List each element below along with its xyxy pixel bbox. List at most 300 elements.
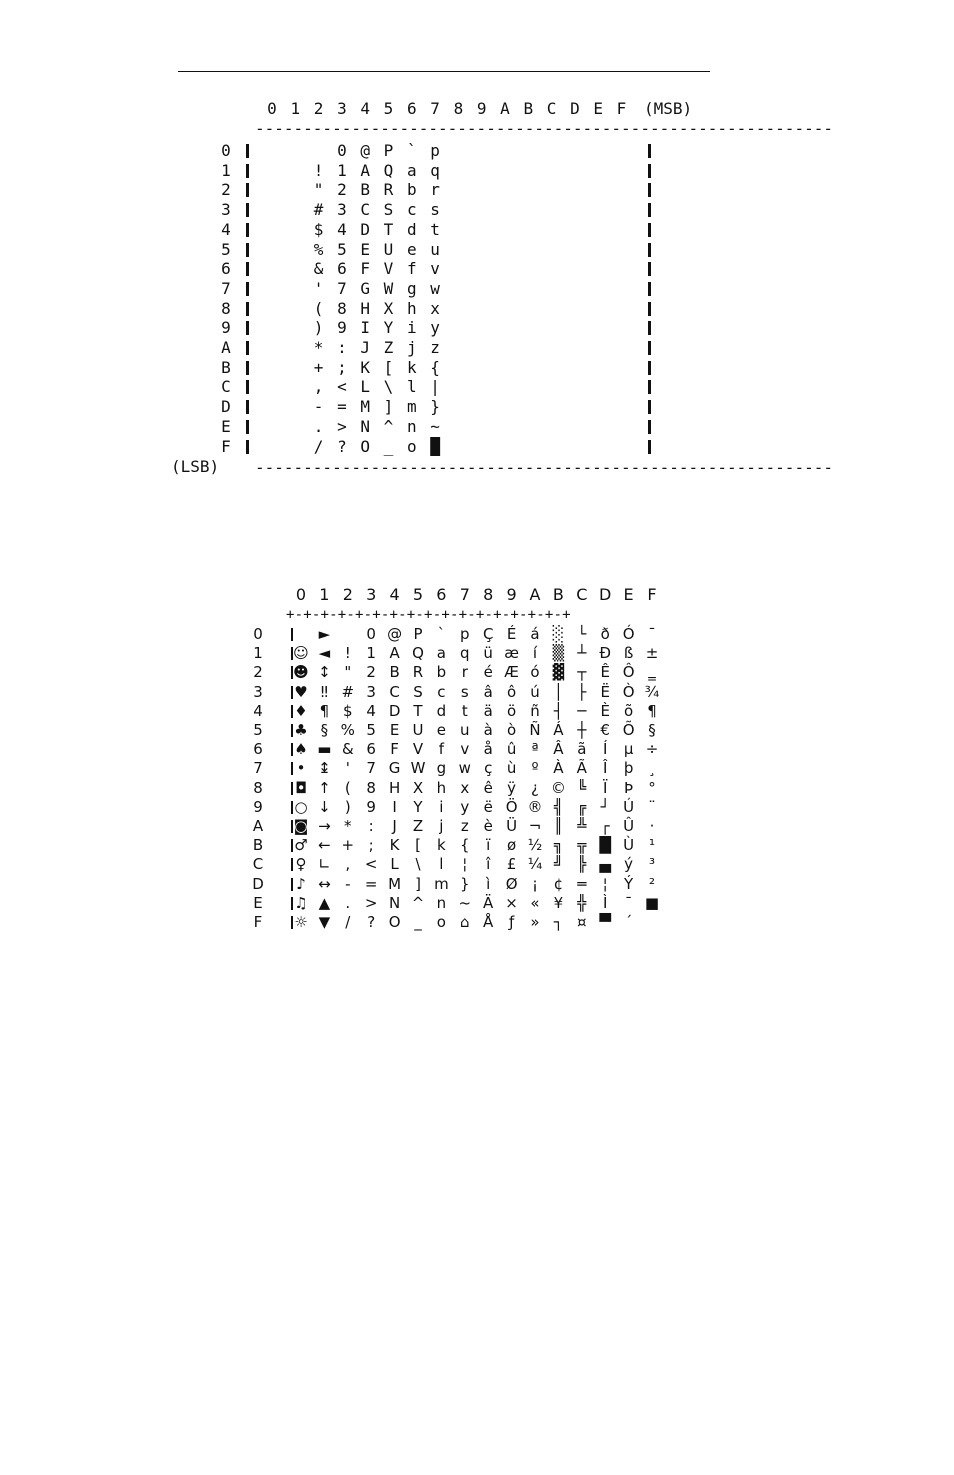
char-cell: 0 (337, 141, 347, 160)
char-cell: Ù (623, 836, 635, 855)
char-cell: G (360, 278, 370, 298)
column-header: E (623, 585, 634, 604)
char-cell: h (406, 298, 417, 318)
char-cell: t (430, 219, 440, 239)
char-cell: V (412, 740, 424, 759)
char-cell: 6 (366, 740, 376, 759)
column-header: D (570, 99, 580, 118)
char-cell: ^ (411, 893, 425, 912)
char-cell: X (412, 778, 424, 797)
char-cell: æ (504, 644, 519, 663)
char-cell: j (406, 338, 417, 357)
row-header: 4 (253, 701, 263, 720)
row-header: E (253, 893, 263, 912)
char-cell: a (436, 644, 446, 663)
row-header: D (252, 874, 264, 893)
char-cell: x (460, 778, 470, 797)
char-cell: ☼ (294, 913, 308, 931)
char-cell: → (318, 817, 331, 835)
char-cell: ░ (552, 625, 565, 643)
char-cell: Y (413, 797, 423, 816)
column-header: 4 (360, 99, 370, 118)
char-cell: < (337, 377, 347, 397)
char-cell: ¬ (528, 817, 542, 835)
char-cell: y (430, 318, 440, 338)
char-cell: c (437, 682, 446, 701)
char-cell: [ (383, 357, 394, 377)
char-cell: ├ (577, 682, 587, 701)
char-cell: ( (344, 778, 351, 797)
char-cell: : (368, 817, 374, 835)
char-cell: T (413, 701, 423, 720)
char-cell: c (406, 200, 417, 220)
char-cell: ; (368, 836, 374, 855)
char-cell: Z (383, 338, 394, 357)
column-header: 2 (313, 99, 324, 118)
char-cell: ) (313, 318, 324, 338)
row-header: 0 (221, 141, 231, 160)
char-cell: █ (599, 836, 611, 855)
char-cell: r (430, 180, 440, 200)
char-cell: ♥ (294, 682, 308, 701)
char-cell: a (406, 160, 417, 180)
char-cell: ▓ (552, 663, 565, 682)
lsb-label: (LSB) (171, 457, 220, 476)
char-cell: Z (412, 817, 424, 835)
char-cell: O (388, 913, 401, 931)
column-header: 3 (366, 585, 377, 604)
char-cell: 1 (337, 160, 347, 180)
char-cell: ´ (624, 913, 633, 931)
char-cell: G (388, 759, 401, 778)
char-cell: ┼ (577, 721, 587, 739)
char-cell: s (460, 682, 469, 701)
char-cell: Ø (505, 874, 518, 893)
row-header: 5 (221, 239, 231, 259)
row-header: 3 (221, 200, 231, 220)
char-cell: Ì (602, 893, 608, 912)
char-cell: < (364, 855, 378, 874)
char-cell: ¢ (553, 874, 564, 893)
char-cell: • (296, 759, 306, 778)
char-cell: * (344, 817, 352, 835)
top-dashed-border: ------------------------------------------------------------ (255, 119, 833, 138)
char-cell: û (506, 740, 517, 759)
char-cell: Ñ (529, 721, 541, 739)
row-header: 2 (253, 663, 263, 682)
char-cell: § (320, 721, 329, 739)
char-cell: ' (345, 759, 350, 778)
column-header: A (529, 585, 541, 604)
char-cell: ô (507, 682, 517, 701)
msb-label: (MSB) (644, 99, 693, 118)
char-cell: ì (486, 874, 491, 893)
char-cell: Ï (602, 778, 608, 797)
char-cell: - (345, 874, 351, 893)
char-cell: ▒ (552, 644, 565, 663)
char-cell: ` (406, 141, 417, 160)
column-header: 0 (267, 99, 277, 118)
char-cell: ↕ (318, 663, 331, 682)
column-header: 3 (337, 99, 347, 118)
char-cell: P (383, 141, 394, 160)
char-cell: q (430, 160, 440, 180)
char-cell: ƒ (508, 913, 515, 931)
char-cell: 9 (366, 797, 376, 816)
char-cell: · (649, 817, 655, 835)
char-cell: B (360, 180, 370, 200)
char-cell: % (313, 239, 324, 259)
char-cell: e (436, 721, 446, 739)
char-cell: 3 (366, 682, 376, 701)
row-header: B (252, 836, 264, 855)
row-header: 9 (253, 797, 263, 816)
char-cell: D (388, 701, 401, 720)
char-cell: ê (483, 778, 493, 797)
char-cell: ñ (530, 701, 540, 720)
char-cell: £ (506, 855, 517, 874)
column-header: 7 (430, 99, 440, 118)
char-cell: ═ (577, 874, 587, 893)
char-cell: ú (530, 682, 540, 701)
char-cell: = (337, 397, 347, 417)
column-header: B (552, 585, 564, 604)
char-cell: ä (483, 701, 493, 720)
char-cell: I (360, 318, 370, 338)
char-cell: ¾ (644, 682, 660, 701)
char-cell: ╚ (577, 778, 587, 797)
char-cell: J (392, 817, 397, 835)
char-cell: ¥ (553, 893, 564, 912)
char-cell: . (345, 893, 351, 912)
char-cell: ▄ (599, 855, 611, 874)
column-header: 9 (506, 585, 517, 604)
row-header: F (253, 913, 263, 931)
char-cell: / (313, 436, 324, 456)
column-header: 5 (412, 585, 424, 604)
char-cell: " (313, 180, 324, 200)
column-header: 2 (342, 585, 353, 604)
char-cell: 4 (366, 701, 376, 720)
bottom-dashed-border: ------------------------------------------------------------ (255, 458, 833, 477)
char-cell: # (313, 200, 324, 220)
char-cell: º (531, 759, 539, 778)
row-header: 0 (253, 625, 263, 643)
char-cell: ± (645, 644, 659, 663)
char-cell: │ (553, 682, 563, 701)
char-cell: õ (624, 701, 634, 720)
char-cell: Ê (600, 663, 610, 682)
char-cell: ╩ (577, 817, 587, 835)
char-cell: . (313, 416, 324, 436)
row-header: 8 (221, 298, 231, 318)
char-cell: å (483, 740, 493, 759)
char-cell: Í (602, 740, 608, 759)
char-cell: ; (337, 357, 347, 377)
char-cell: F (360, 259, 370, 279)
char-cell: E (389, 721, 400, 739)
char-cell: ¦ (602, 874, 608, 893)
char-cell: u (460, 721, 470, 739)
char-cell: C (360, 200, 370, 220)
char-cell: U (383, 239, 394, 259)
char-cell: ▬ (317, 740, 332, 759)
char-cell: P (413, 625, 423, 643)
char-cell: + (313, 357, 324, 377)
char-cell: Ü (506, 817, 518, 835)
char-cell: p (460, 625, 470, 643)
char-cell: n (436, 893, 447, 912)
char-cell: W (410, 759, 426, 778)
char-cell: Á (553, 721, 564, 739)
char-cell: × (505, 893, 518, 912)
char-cell: K (360, 357, 370, 377)
char-cell: ª (531, 740, 539, 759)
char-cell: Þ (624, 778, 634, 797)
row-header: 4 (221, 219, 231, 239)
char-cell: í (532, 644, 538, 663)
row-header: 6 (221, 259, 231, 279)
column-header: 0 (295, 585, 307, 604)
row-header: E (221, 416, 231, 436)
char-cell: â (483, 682, 493, 701)
char-cell: x (430, 298, 440, 318)
char-cell: ? (367, 913, 376, 931)
char-cell: » (530, 913, 540, 931)
char-cell: , (345, 855, 351, 874)
char-cell: Ó (622, 625, 635, 643)
char-cell: ┤ (553, 701, 563, 720)
char-cell: ⌂ (460, 913, 470, 931)
column-header: F (616, 99, 627, 118)
char-cell: + (341, 836, 355, 855)
char-cell: Ã (576, 759, 587, 778)
char-cell: ¶ (319, 701, 330, 720)
char-cell: ┬ (577, 663, 587, 682)
char-cell: Æ (504, 663, 519, 682)
char-cell: ♂ (294, 836, 308, 855)
char-cell: ¦ (462, 855, 468, 874)
row-header: 7 (221, 278, 231, 298)
char-cell: L (390, 855, 399, 874)
char-cell: A (389, 644, 400, 663)
column-header: 5 (383, 99, 394, 118)
char-cell: ╠ (577, 855, 587, 874)
char-cell: v (460, 740, 470, 759)
char-cell: Ú (623, 797, 635, 816)
char-cell: Õ (622, 721, 635, 739)
char-cell: M (388, 874, 402, 893)
char-cell: U (412, 721, 424, 739)
char-cell: ò (507, 721, 517, 739)
char-cell: 9 (337, 318, 347, 338)
char-cell: % (340, 721, 355, 739)
char-cell: E (360, 239, 370, 259)
char-cell: ï (486, 836, 491, 855)
char-cell: ‗ (648, 663, 656, 682)
char-cell: è (483, 817, 493, 835)
char-cell: w (458, 759, 471, 778)
char-cell: ∟ (318, 855, 331, 874)
column-header: C (576, 585, 588, 604)
column-header: 7 (459, 585, 470, 604)
column-header: 8 (453, 99, 464, 118)
char-cell: r (461, 663, 468, 682)
row-header: 6 (253, 740, 263, 759)
char-cell: > (364, 893, 378, 912)
row-header: A (252, 817, 264, 835)
char-cell: k (406, 357, 417, 377)
char-cell: ^ (383, 416, 394, 436)
char-cell: Î (602, 759, 608, 778)
char-cell: ö (507, 701, 517, 720)
char-cell: à (483, 721, 493, 739)
char-cell: ─ (577, 701, 587, 720)
char-cell: ø (507, 836, 517, 855)
row-header: A (221, 338, 231, 357)
char-cell: ¡ (531, 874, 538, 893)
char-cell: & (313, 259, 324, 279)
row-header: C (252, 855, 264, 874)
row-header: 9 (221, 318, 231, 338)
char-cell: É (506, 625, 517, 643)
char-cell: 3 (337, 200, 347, 220)
char-cell: 0 (366, 625, 376, 643)
row-header: 1 (221, 160, 231, 180)
column-header: C (546, 99, 557, 118)
row-header: 3 (253, 682, 263, 701)
char-cell: ) (344, 797, 351, 816)
row-header: C (221, 377, 231, 397)
char-cell: ♦ (294, 701, 308, 720)
char-cell: f (406, 259, 417, 279)
char-cell: { (460, 836, 470, 855)
char-cell: W (383, 278, 394, 298)
char-cell: O (360, 436, 370, 456)
char-cell: & (341, 740, 354, 759)
char-cell: € (600, 721, 610, 739)
char-cell: ¯ (624, 893, 633, 912)
char-cell: m (434, 874, 449, 893)
char-cell: w (430, 278, 440, 298)
column-header: F (647, 585, 657, 604)
char-cell: $ (313, 219, 324, 239)
char-cell: " (344, 663, 352, 682)
char-cell: S (383, 200, 394, 220)
char-cell: 2 (337, 180, 347, 200)
char-cell: b (436, 663, 447, 682)
char-cell: ½ (527, 836, 543, 855)
column-header: 1 (290, 99, 301, 118)
char-cell: ¹ (648, 836, 655, 855)
char-cell: ► (318, 625, 331, 643)
char-cell: ù (506, 759, 517, 778)
char-cell: ã (577, 740, 587, 759)
char-cell: ╣ (553, 797, 563, 816)
char-cell: l (439, 855, 444, 874)
char-cell: ÿ (507, 778, 517, 797)
char-cell: 8 (366, 778, 376, 797)
char-cell: ¸ (648, 759, 656, 778)
char-cell: J (360, 338, 370, 357)
char-cell: Ä (483, 893, 494, 912)
char-cell: ♣ (294, 721, 308, 739)
char-cell: / (345, 913, 351, 931)
char-cell: Û (623, 817, 635, 835)
char-cell: ü (483, 644, 493, 663)
char-cell: █ (430, 436, 440, 456)
char-cell: L (360, 377, 370, 397)
char-cell: ‼ (320, 682, 329, 701)
char-cell: ¯ (648, 625, 656, 643)
char-cell: R (412, 663, 424, 682)
char-cell: Ë (600, 682, 610, 701)
char-cell: i (439, 797, 444, 816)
char-cell: K (389, 836, 400, 855)
char-cell: z (430, 338, 440, 357)
char-cell: m (406, 397, 417, 417)
column-header: A (500, 99, 510, 118)
char-cell: b (406, 180, 417, 200)
char-cell: A (360, 160, 370, 180)
char-cell: ╦ (577, 836, 587, 855)
column-header: 1 (319, 585, 330, 604)
char-cell: u (430, 239, 440, 259)
char-cell: g (436, 759, 447, 778)
char-cell: I (392, 797, 397, 816)
char-cell: Y (383, 318, 394, 338)
char-cell: > (337, 416, 347, 436)
char-cell: ¿ (531, 778, 539, 797)
char-cell: ] (415, 874, 421, 893)
char-cell: v (430, 259, 440, 279)
char-cell: _ (414, 913, 422, 931)
char-cell: \ (415, 855, 421, 874)
char-cell: ♀ (295, 855, 307, 874)
char-cell: 2 (366, 663, 376, 682)
char-cell: └ (577, 625, 587, 643)
char-cell: µ (623, 740, 634, 759)
char-cell: ╬ (577, 893, 587, 912)
char-cell: © (550, 778, 566, 797)
char-cell: } (460, 874, 470, 893)
char-cell: ▲ (318, 893, 331, 912)
char-cell: ♠ (294, 740, 308, 759)
char-cell: Ý (624, 874, 634, 893)
char-cell: ♫ (294, 893, 308, 912)
char-cell: ~ (430, 416, 440, 436)
char-cell: þ (623, 759, 634, 778)
char-cell: Q (412, 644, 424, 663)
char-cell: Å (483, 913, 494, 931)
char-cell: X (383, 298, 394, 318)
char-cell: S (413, 682, 423, 701)
char-cell: Ô (622, 663, 635, 682)
char-cell: h (436, 778, 447, 797)
row-header: B (221, 357, 231, 377)
char-cell: ] (383, 397, 394, 417)
char-cell: ▼ (318, 913, 331, 931)
char-cell: d (436, 701, 447, 720)
char-cell: 1 (366, 644, 376, 663)
char-cell: ┐ (553, 913, 563, 931)
char-cell: ◘ (295, 778, 307, 797)
char-cell: q (460, 644, 470, 663)
char-cell: 6 (337, 259, 347, 279)
char-cell: ◙ (293, 817, 309, 835)
char-cell: f (438, 740, 445, 759)
char-cell: ┌ (600, 817, 610, 835)
